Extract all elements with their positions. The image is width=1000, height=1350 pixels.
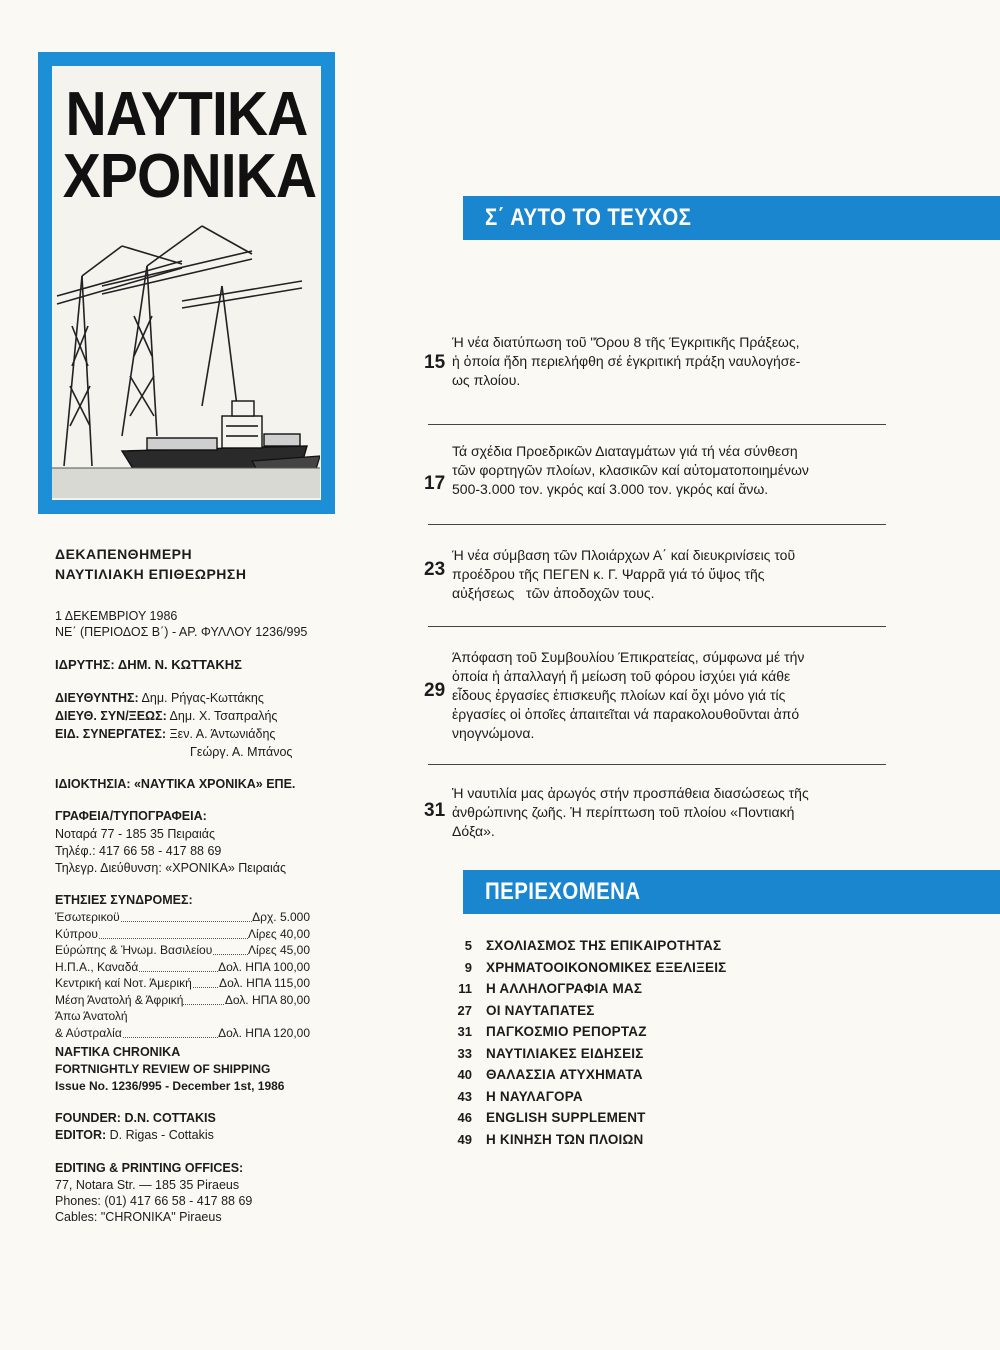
contents-item: 40 ΘΑΛΑΣΣΙΑ ΑΤΥΧΗΜΑΤΑ [457,1067,643,1082]
contents-item: 9 ΧΡΗΜΑΤΟΟΙΚΟΝΟΜΙΚΕΣ ΕΞΕΛΙΞΕΙΣ [464,959,727,975]
subscriptions-heading: ΕΤΗΣΙΕΣ ΣΥΝΔΡΟΜΕΣ: [55,893,193,907]
port-cranes-ship-illustration [52,206,320,498]
subscription-row: Κεντρική καί Νοτ. Άμερική Δολ. ΗΠΑ 115,00 [55,976,310,990]
offices-heading: ΓΡΑΦΕΙΑ/ΤΥΠΟΓΡΑΦΕΙΑ: [55,809,207,823]
contents-item: 31 ΠΑΓΚΟΣΜΙΟ ΡΕΠΟΡΤΑΖ [457,1024,647,1039]
article-page-number: 17 [424,473,446,494]
director-label: ΔΙΕΥΘΥΝΤΗΣ: [55,691,139,705]
subscriptions-list [55,910,310,1042]
divider [428,626,886,627]
contributor-name-2: Γεώργ. Α. Μπάνος [190,745,293,759]
contents-item: 46 ENGLISH SUPPLEMENT [457,1110,646,1125]
subscription-row: Έσωτερικοϋ Δρχ. 5.000 [55,910,310,924]
article-summary: Ή νέα διατύπωση τοῦ "Όρου 8 τῆς Έγκριτικῆς Πράξεως, ἡ ὁποία ἤδη περιελήφθη σέ ἐγκριτική πράξη ναυλογήσε- ως πλοίου. [452,334,801,388]
cover-title-line2: ΧΡΟΝΙΚΑ [62,142,317,211]
english-offices-phone: Phones: (01) 417 66 58 - 417 88 69 [55,1194,253,1208]
english-offices-heading: EDITING & PRINTING OFFICES: [55,1161,244,1175]
ownership-line: ΙΔΙΟΚΤΗΣΙΑ: «ΝΑΥΤΙΚΑ ΧΡΟΝΙΚΑ» ΕΠΕ. [55,777,296,791]
director-row [55,690,264,707]
periodical-subtitle: ΝΑΥΤΙΛΙΑΚΗ ΕΠΙΘΕΩΡΗΣΗ [55,566,247,582]
contents-item: 43 Η ΝΑΥΛΑΓΟΡΑ [457,1088,583,1104]
subscription-row: Άπω Άνατολή [55,1009,128,1023]
offices-address: Νοταρά 77 - 185 35 Πειραιάς [55,827,216,841]
subscription-row: Εύρώπης & Ήνωμ. Βασιλείου Λίρες 45,00 [55,943,310,957]
english-subtitle: FORTNIGHTLY REVIEW OF SHIPPING [55,1062,271,1076]
contributors-row [55,726,275,743]
divider [428,764,886,765]
contents-item: 5 ΣΧΟΛΙΑΣΜΟΣ ΤΗΣ ΕΠΙΚΑΙΡΟΤΗΤΑΣ [464,938,722,953]
contents-title: ΠΕΡΙΕΧΟΜΕΝΑ [485,878,641,905]
issue-date: 1 ΔΕΚΕΜΒΡΙΟΥ 1986 [55,609,178,623]
subscription-row: Κύπρου Λίρες 40,00 [55,926,310,941]
contents-item: 27 ΟΙ ΝΑΥΤΑΠΑΤΕΣ [457,1002,595,1018]
periodical-type: ΔΕΚΑΠΕΝΘΗΜΕΡΗ [55,546,193,562]
english-editor-name: D. Rigas - Cottakis [109,1128,214,1142]
contents-item: 49 Η ΚΙΝΗΣΗ ΤΩΝ ΠΛΟΙΩΝ [457,1131,644,1147]
cover-image [38,52,335,514]
english-title: NAFTIKA CHRONIKA [55,1045,181,1059]
english-issue: Issue No. 1236/995 - December 1st, 1986 [55,1079,285,1093]
editor-row [55,708,277,725]
offices-cable: Τηλεγρ. Διεύθυνση: «ΧΡΟΝΙΚΑ» Πειραιάς [55,861,286,875]
cover-frame [52,66,321,500]
article-page-number: 29 [424,680,446,701]
article-page-number: 31 [424,800,446,821]
article-page-number: 15 [424,352,446,373]
subscription-row: & Αύστραλία Δολ. ΗΠΑ 120,00 [55,1025,310,1040]
director-name: Δημ. Ρήγας-Κωττάκης [141,691,264,705]
editor-label: ΔΙΕΥΘ. ΣΥΝ/ΞΕΩΣ: [55,709,167,723]
article-summary: Ἡ ναυτιλία μας ἀρωγός στήν προσπάθεια διασώσεως τῆς ἀνθρώπινης ζωῆς. Ἡ περίπτωση τοῦ πλοίου «Ποντιακή Δόξα». [452,785,809,839]
contributors-label: ΕΙΔ. ΣΥΝΕΡΓΑΤΕΣ: [55,727,167,741]
english-offices-address: 77, Notara Str. — 185 35 Piraeus [55,1178,240,1192]
in-this-issue-title: Σ΄ ΑΥΤΟ ΤΟ ΤΕΥΧΟΣ [485,204,692,231]
english-editor-row [55,1127,214,1144]
contents-item: 33 ΝΑΥΤΙΛΙΑΚΕΣ ΕΙΔΗΣΕΙΣ [457,1045,644,1061]
article-summary: Τά σχέδια Προεδρικῶν Διαταγμάτων γιά τή νέα σύνθεση τῶν φορτηγῶν πλοίων, κλασικῶν καί αὐτοματοποιημένων 500-3.000 τον. γκρός καί 3.000 τον. γκρός καί ἄνω. [452,443,809,497]
article-page-number: 23 [424,559,446,580]
article-summary: Άπόφαση τοῦ Συμβουλίου Έπικρατείας, σύμφωνα μέ τήν ὁποία ἡ ἀπαλλαγή ἤ μείωση τοῦ φόρου ἰσχύει γιά κάθε εἶδους ἐργασίες ἐπισκευῆς πλοίων καί ὄχι μόνο γιά τίς ἐργασίες οἱ ὁποῖες ἀπαιτεῖται νά παρακολουθοῦνται ἀπό νηογνώμονα. [452,649,805,741]
in-this-issue-header [463,196,1000,240]
divider [428,524,886,525]
english-founder: FOUNDER: D.N. COTTAKIS [55,1111,216,1125]
issue-number: ΝΕ΄ (ΠΕΡΙΟΔΟΣ Β΄) - ΑΡ. ΦΥΛΛΟΥ 1236/995 [55,625,308,639]
english-editor-label: EDITOR: [55,1128,107,1142]
offices-phone: Τηλέφ.: 417 66 58 - 417 88 69 [55,844,222,858]
founder-line: ΙΔΡΥΤΗΣ: ΔΗΜ. Ν. ΚΩΤΤΑΚΗΣ [55,657,242,672]
cover-title-line1: ΝΑΥΤΙΚΑ [65,80,308,149]
contributor-name-1: Ξεν. Α. Άντωνιάδης [169,727,276,741]
english-offices-cable: Cables: "CHRONIKA" Piraeus [55,1210,222,1224]
contents-header [463,870,1000,914]
contents-item: 11 Η ΑΛΛΗΛΟΓΡΑΦΙΑ ΜΑΣ [458,981,643,996]
divider [428,424,886,425]
editor-name: Δημ. Χ. Τσαπραλής [169,709,278,723]
subscription-row: Η.Π.Α., Καναδά Δολ. ΗΠΑ 100,00 [55,959,310,974]
article-summary: Ή νέα σύμβαση τῶν Πλοιάρχων Α΄ καί διευκρινίσεις τοῦ προέδρου τῆς ΠΕΓΕΝ κ. Γ. Ψαρρᾶ γιά τό ὕψος τῆς αὐξήσεως τῶν ἀποδοχῶν τους. [452,547,796,601]
subscription-row: Μέση Άνατολή & Άφρική Δολ. ΗΠΑ 80,00 [55,992,310,1007]
contents-list [438,935,798,1150]
